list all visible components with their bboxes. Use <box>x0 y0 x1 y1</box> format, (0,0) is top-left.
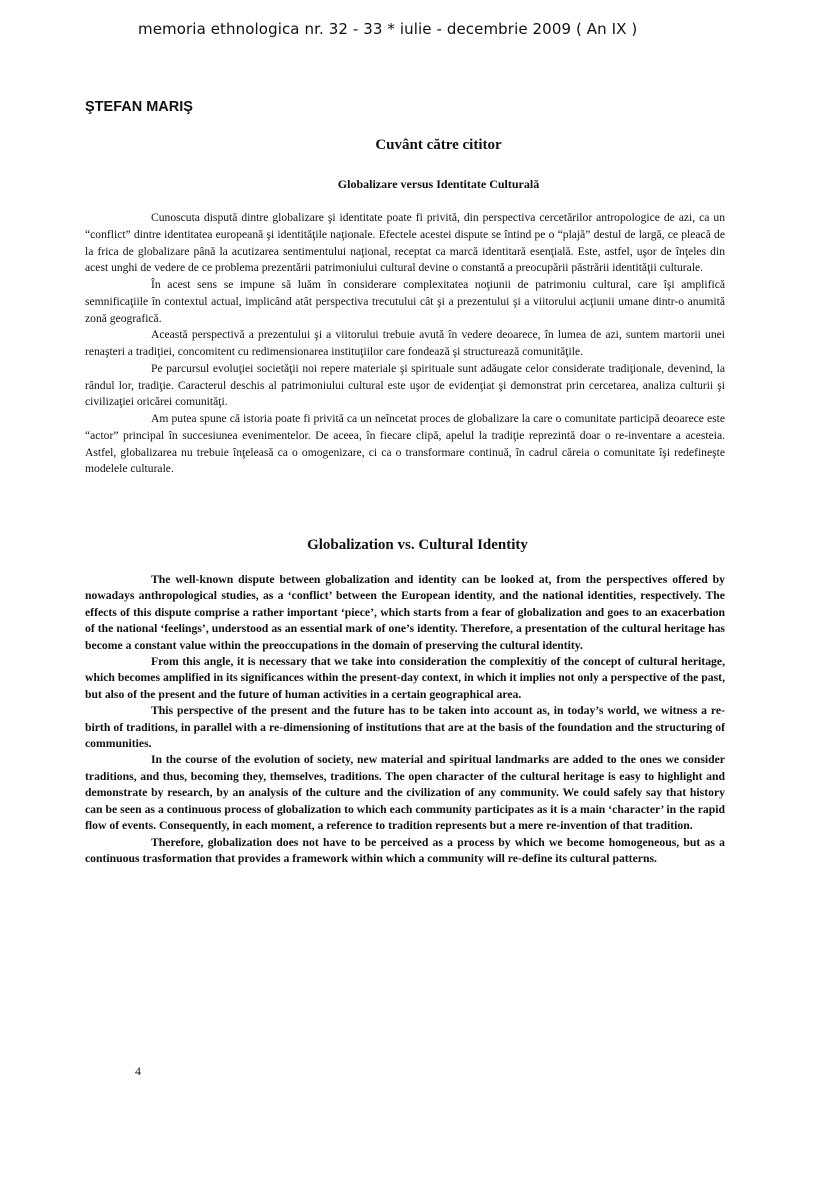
paragraph-en: Therefore, globalization does not have to be perceived as a process by which we become homogeneous, but as a continuous trasformation that provides a framework within which a community will re-define its cultural patterns. <box>85 835 725 865</box>
article-title-en: Globalization vs. Cultural Identity <box>307 537 528 553</box>
paragraph-ro: Această perspectivă a prezentului şi a viitorului trebuie avută în vedere deoarece, în lumea de azi, suntem martorii unei renaşteri a tradiţiei, concomitent cu redimensionarea instituţiilor care fondează şi structurează comunităţile. <box>85 328 725 358</box>
article-title-ro: Cuvânt către cititor <box>375 137 502 153</box>
paragraph-en: The well-known dispute between globalization and identity can be looked at, from the perspectives offered by nowadays anthropological studies, as a ‘conflict’ between the European identity, and the national identities, respectively. The effects of this dispute comprise a rather important ‘piece’, which starts from a fear of globalization and goes to an exacerbation of the national ‘feelings’, understood as an essential mark of one’s identity. Therefore, a presentation of the cultural heritage has become a constant value within the preoccupations in the domain of preserving the cultural identity. <box>85 573 725 652</box>
running-header: memoria ethnologica nr. 32 - 33 * iulie - decembrie 2009 ( An IX ) <box>138 20 638 38</box>
body-text-en <box>85 572 725 867</box>
paragraph-ro: Am putea spune că istoria poate fi privită ca un neîncetat proces de globalizare la care o comunitate participă deoarece este “actor” principal în succesiunea evenimentelor. De aceea, în fiecare clipă, apelul la tradiţie reprezintă doar o re-inventare a acesteia. Astfel, globalizarea nu trebuie înţeleasă ca o omogenizare, ci ca o transformare continuă, în cadrul căreia o comunitate îşi redefineşte modelele culturale. <box>85 412 725 476</box>
paragraph-ro: În acest sens se impune să luăm în considerare complexitatea noţiunii de patrimoniu cultural, care îşi amplifică semnificaţiile în contextul actual, implicând atât perspectiva trecutului cât şi a prezentului şi a viitorului acţiunii umane dintr-o anumită zonă geografică. <box>85 278 725 325</box>
article-subtitle-ro: Globalizare versus Identitate Culturală <box>337 177 540 191</box>
author-name: ŞTEFAN MARIŞ <box>85 99 193 115</box>
paragraph-ro: Cunoscuta dispută dintre globalizare şi identitate poate fi privită, din perspectiva cercetărilor antropologice de azi, ca un “conflict” dintre identitatea europeană şi identităţile naţionale. Efectele acestei dispute se întind pe o “plajă” destul de largă, ce pleacă de la frica de globalizare până la acutizarea sentimentului naţional, receptat ca marcă identitară esenţială. Este, astfel, uşor de înţeles din acest unghi de vedere de ce problema prezentării patrimoniului cultural devine o constantă a preocupării păstrării identităţii culturale. <box>85 211 725 275</box>
body-text-ro <box>85 210 725 478</box>
paragraph-en: From this angle, it is necessary that we take into consideration the complexitiy of the concept of cultural heritage, which becomes amplified in its significances within the present-day context, in which it implies not only a perspective of the past, but also of the present and the future of human activities in a certain geographical area. <box>85 655 725 701</box>
paragraph-en: In the course of the evolution of society, new material and spiritual landmarks are added to the ones we consider traditions, and thus, becoming they, themselves, traditions. The open character of the cultural heritage is easy to highlight and demonstrate by research, by an analysis of the culture and the civilization of any community. We could safely say that history can be seen as a continuous process of globalization to which each community participates as it is a main ‘character’ in the rapid flow of events. Consequently, in each moment, a reference to tradition represents but a mere re-invention of that tradition. <box>85 753 725 833</box>
paragraph-ro: Pe parcursul evoluţiei societăţii noi repere materiale şi spirituale sunt adăugate celor considerate tradiţionale, devenind, la rândul lor, tradiţie. Caracterul deschis al patrimoniului cultural este uşor de evidenţiat şi demonstrat prin cercetarea, analiza culturii şi civilizaţiei oricărei comunităţi. <box>85 361 725 409</box>
paragraph-en: This perspective of the present and the future has to be taken into account as, in today’s world, we witness a re-birth of traditions, in parallel with a re-dimensioning of institutions that are at the basis of the foundation and the structuring of communities. <box>85 704 725 751</box>
page-number: 4 <box>135 1064 141 1078</box>
